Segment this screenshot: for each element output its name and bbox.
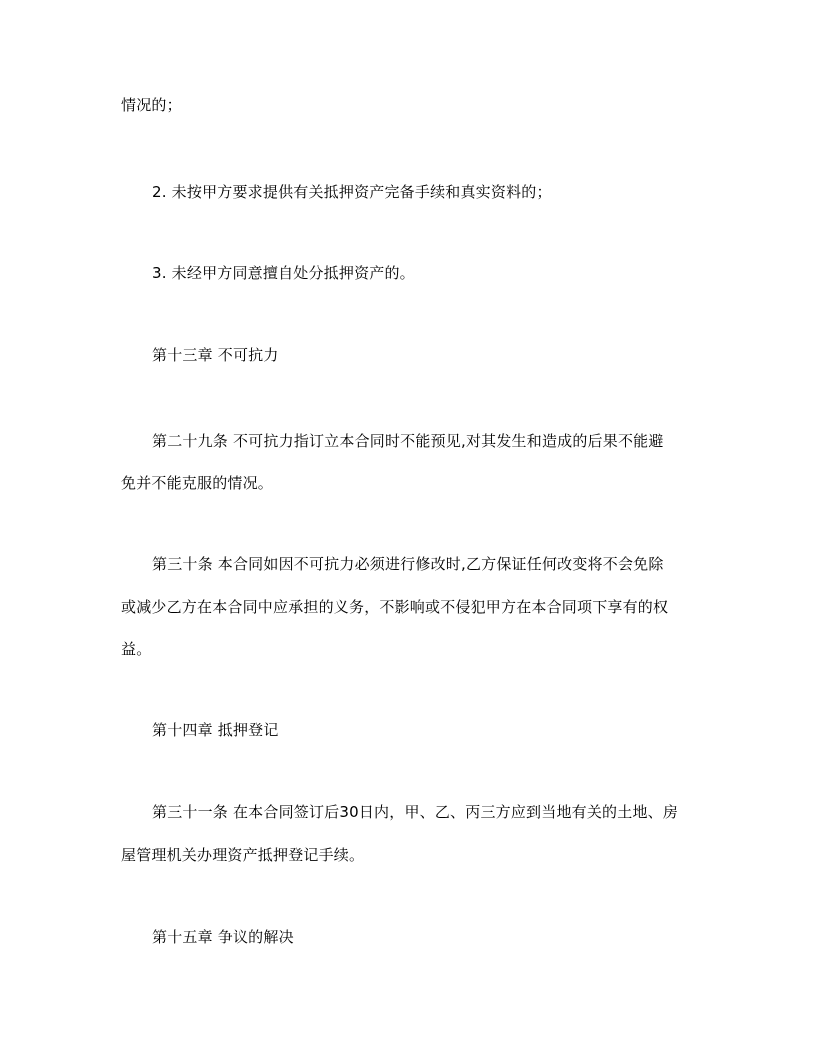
chapter-heading-15: 第十五章 争议的解决	[152, 928, 294, 946]
article-29-line-1: 第二十九条 不可抗力指订立本合同时不能预见,对其发生和造成的后果不能避	[152, 432, 664, 450]
article-31-line-2: 屋管理机关办理资产抵押登记手续。	[121, 846, 365, 864]
article-31-line-1: 第三十一条 在本合同签订后30日内，甲、乙、丙三方应到当地有关的土地、房	[152, 803, 679, 821]
chapter-heading-14: 第十四章 抵押登记	[152, 721, 279, 739]
paragraph-continuation: 情况的；	[121, 96, 182, 114]
chapter-heading-13: 第十三章 不可抗力	[152, 346, 279, 364]
list-item-2: 2. 未按甲方要求提供有关抵押资产完备手续和真实资料的；	[152, 183, 552, 201]
article-30-line-1: 第三十条 本合同如因不可抗力必须进行修改时,乙方保证任何改变将不会免除	[152, 555, 664, 573]
article-29-line-2: 免并不能克服的情况。	[121, 474, 274, 492]
article-30-line-3: 益。	[121, 640, 152, 658]
article-30-line-2: 或减少乙方在本合同中应承担的义务，不影响或不侵犯甲方在本合同项下享有的权	[121, 598, 669, 616]
list-item-3: 3. 未经甲方同意擅自处分抵押资产的。	[152, 264, 415, 282]
